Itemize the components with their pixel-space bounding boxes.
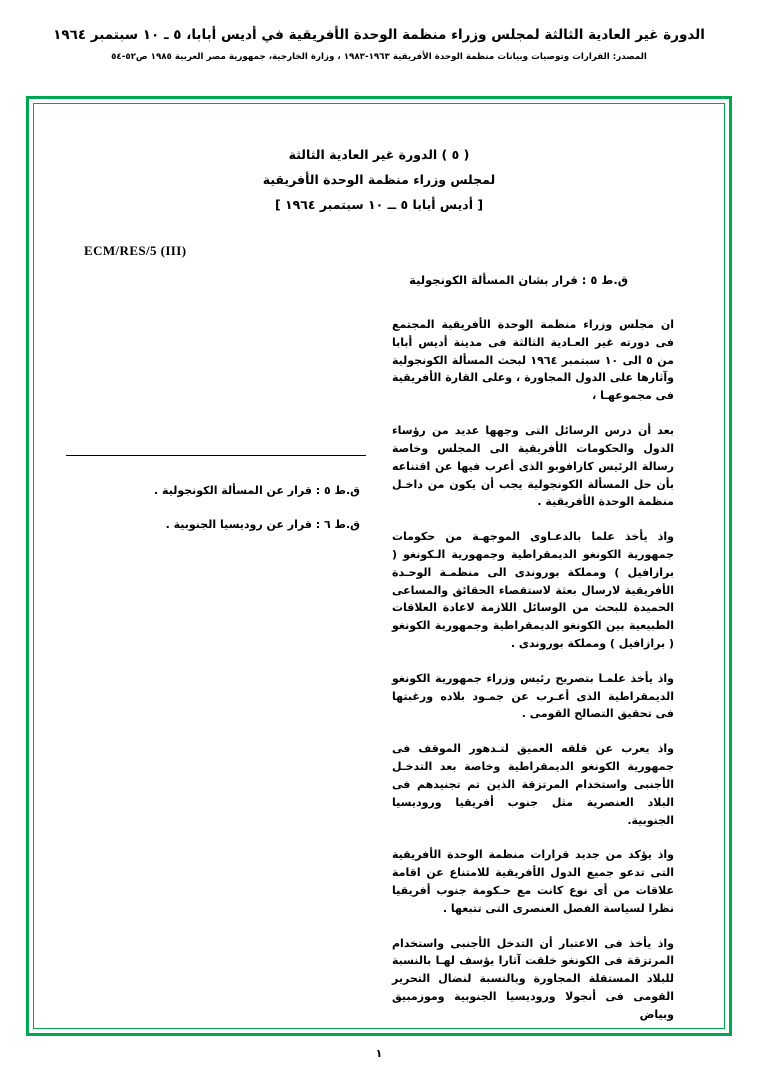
session-heading [66,142,692,217]
horizontal-divider [66,455,366,456]
paragraph: ان مجلس وزراء منظمة الوحدة الأفريقية المجتمع فى دورته غير العـادية الثالثة فى مدينة أديس أبابا من ٥ الى ١٠ سبتمبر ١٩٦٤ لبحث المسألة الكونجولية وآثارها على الدول المجاورة ، وعلى القارة الأفريقية فى مجموعهـا ، [392,318,674,403]
paragraph: واذ يعرب عن قلقه العميق لتـدهور الموقف فى جمهورية الكونغو الديمقراطية وخاصة بعد التدخـل الأجنبى واستخدام المرتزقة الذين تم تجنيدهم فى البلاد العنصرية مثل جنوب أفريقيا وروديسيا الجنوبية. [392,742,674,827]
document-header [0,26,758,64]
two-column-region [66,305,692,1041]
page-number: ١ [375,1047,383,1060]
body-text-column [392,305,692,1041]
session-heading-line-3: [ أديس أبابا ٥ ــ ١٠ سبتمبر ١٩٦٤ ] [274,197,484,212]
paragraph: واذ يأخذ علمـا بتصريح رئيس وزراء جمهورية الكونغو الديمقراطية الذى أعـرب عن جمـود بلاده ورغبتها فى تحقيق التصالح القومى . [392,671,674,721]
paragraph: بعد أن درس الرسائل التى وجهها عديد من رؤساء الدول والحكومات الأفريقية الى المجلس وخاصة رسالة الرئيس كازافوبو الذى أعرب فيها عن اقتناعه بأن حل المسألة الكونجولية يجب أن يكون من داخـل منظمة الوحدة الأفريقية . [392,424,674,509]
paragraph: واذ يأخذ فى الاعتبار أن التدخل الأجنبى واستخدام المرتزقة فى الكونغو خلقت آثارا يؤسف لهـا بالنسبة للبلاد المستقلة المجاورة وبالنسبة لنضال التحرير القومى فى أنجولا وروديسيا الجنوبية وموزمبيق وبياض [392,936,674,1021]
document-content [26,96,732,1036]
document-code: ECM/RES/5 (III) [84,243,187,258]
session-heading-line-2: لمجلس وزراء منظمة الوحدة الأفريقية [262,172,496,187]
header-source: المصدر: القرارات وتوصيات وبيانات منظمة الوحدة الأفريقية ١٩٦٣-١٩٨٣ ، وزارة الخارجية، جمهورية مصر العربية ١٩٨٥ ص٥٢-٥٤ [111,52,647,63]
session-heading-line-1: ( ٥ ) الدورة غير العادية الثالثة [288,147,470,162]
resolution-title: ق.ط ٥ : قرار بشان المسألة الكونجولية [409,273,628,287]
contents-entry: ق.ط ٥ : قرار عن المسألة الكونجولية . [154,484,360,497]
contents-entry: ق.ط ٦ : قرار عن روديسيا الجنوبية . [165,517,360,531]
contents-column [66,305,366,549]
paragraph: واذ يؤكد من جديد قرارات منظمة الوحدة الأفريقية التى تدعو جميع الدول الأفريقية للامتناع عن اقامة علاقات من أى نوع كانت مع حـكومة جنوب أفريقيا نظرا لسياسة الفصل العنصرى التى تتبعها . [392,848,674,915]
paragraph: واذ يأخذ علما بالدعـاوى الموجهـة من حكومات جمهورية الكونغو الديمقراطية وجمهورية الـكونغو ( برازافيل ) ومملكة بوروندى الى منظمـة الوحـدة الأفريقية لارسال بعثة لاستقصاء الحقائق والمساعى الحميدة للبحث من الوسائل اللازمة لاعادة العلاقات الطبيعية بين الكونغو الديمقراطية وجمهورية الكونغو ( برازافيل ) ومملكة بوروندى . [392,530,674,650]
header-title: الدورة غير العادية الثالثة لمجلس وزراء منظمة الوحدة الأفريقية في أديس أبابا، ٥ ـ ١٠ سبتمبر ١٩٦٤ [53,27,705,43]
